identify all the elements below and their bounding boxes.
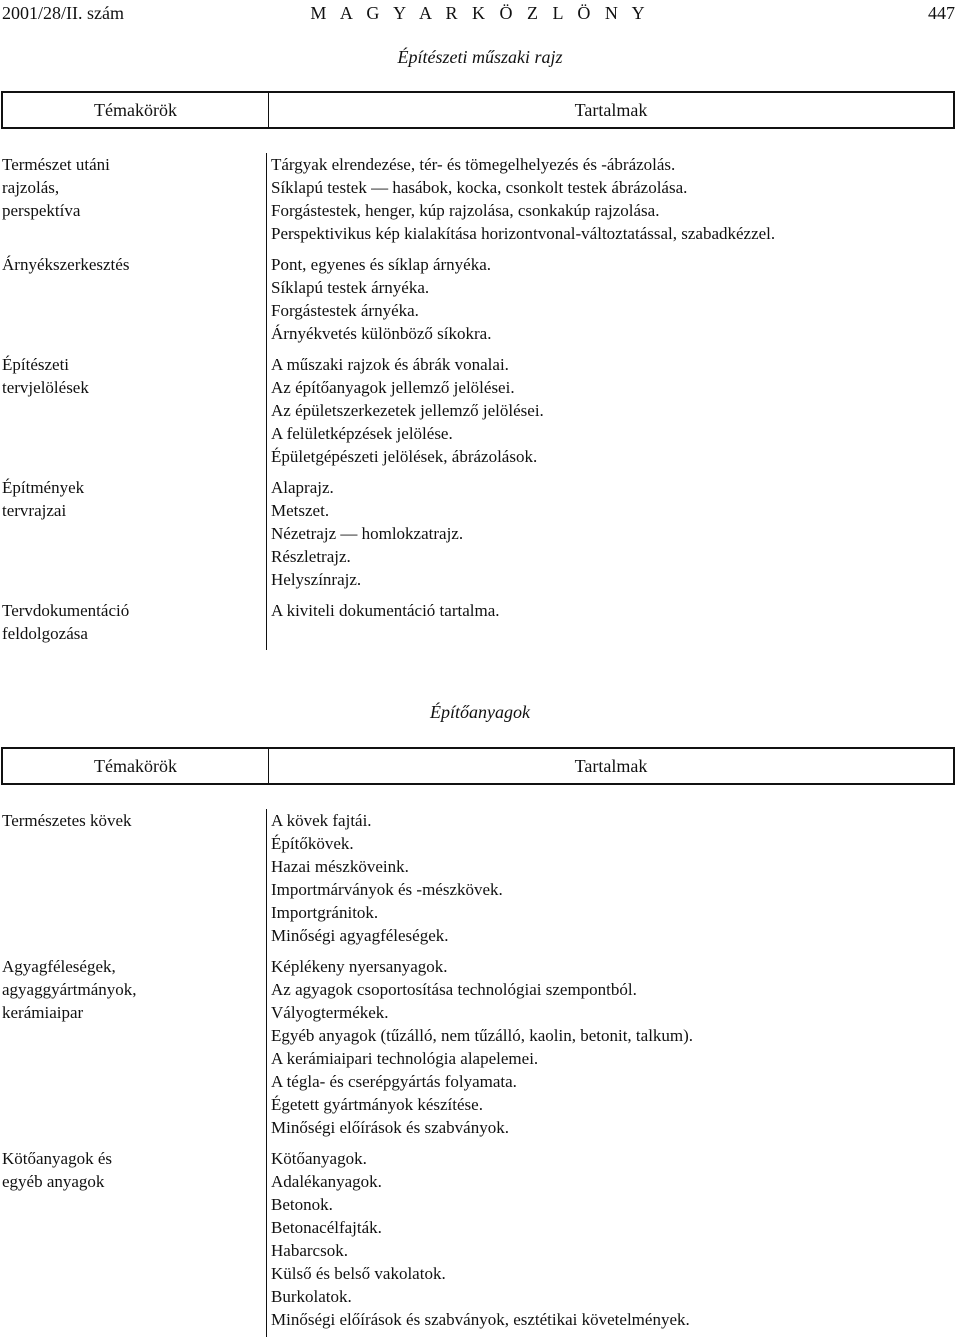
topic-line: Építészeti <box>2 355 70 374</box>
topic-line: Természetes kövek <box>2 811 132 830</box>
content-line: Épületgépészeti jelölések, ábrázolások. <box>271 447 538 466</box>
topic-cell <box>1 955 263 1139</box>
topic-line: rajzolás, <box>2 178 60 197</box>
topic-line: Kötőanyagok és <box>2 1149 113 1168</box>
content-cell <box>263 153 955 245</box>
topic-line: feldolgozása <box>2 624 88 643</box>
table-row <box>1 809 955 947</box>
topic-cell <box>1 353 263 468</box>
content-line: Síklapú testek árnyéka. <box>271 278 430 297</box>
content-cell <box>263 1147 955 1331</box>
content-line: Az épületszerkezetek jellemző jelölései. <box>271 401 544 420</box>
content-line: Pont, egyenes és síklap árnyéka. <box>271 255 491 274</box>
page-number: 447 <box>928 3 955 23</box>
content-line: Égetett gyártmányok készítése. <box>271 1095 483 1114</box>
table-row <box>1 476 955 591</box>
content-line: Betonacélfajták. <box>271 1218 382 1237</box>
content-line: Burkolatok. <box>271 1287 352 1306</box>
table-header <box>1 747 955 785</box>
topic-line: perspektíva <box>2 201 81 220</box>
content-line: Részletrajz. <box>271 547 351 566</box>
content-line: Képlékeny nyersanyagok. <box>271 957 448 976</box>
page-header <box>0 0 960 26</box>
table-row <box>1 955 955 1139</box>
content-cell <box>263 809 955 947</box>
column-divider <box>266 153 267 650</box>
publication-title: M A G Y A R K Ö Z L Ö N Y <box>310 3 650 23</box>
table-row <box>1 253 955 345</box>
content-line: Importmárványok és -mészkövek. <box>271 880 503 899</box>
topic-line: Természet utáni <box>2 155 110 174</box>
column-header-contents: Tartalmak <box>574 100 648 120</box>
content-line: Építőkövek. <box>271 834 354 853</box>
content-line: Az építőanyagok jellemző jelölései. <box>271 378 515 397</box>
table-row <box>1 153 955 245</box>
content-line: Adalékanyagok. <box>271 1172 382 1191</box>
content-cell <box>263 476 955 591</box>
topic-line: egyéb anyagok <box>2 1172 105 1191</box>
content-line: Vályogtermékek. <box>271 1003 389 1022</box>
table-row <box>1 353 955 468</box>
content-line: Metszet. <box>271 501 330 520</box>
content-line: Síklapú testek — hasábok, kocka, csonkolt testek ábrázolása. <box>271 178 688 197</box>
topic-line: Építmények <box>2 478 85 497</box>
content-cell <box>263 955 955 1139</box>
section-title: Építőanyagok <box>430 702 530 722</box>
topic-cell <box>1 1147 263 1331</box>
content-line: Árnyékvetés különböző síkokra. <box>271 324 492 343</box>
content-line: A műszaki rajzok és ábrák vonalai. <box>271 355 509 374</box>
content-line: Nézetrajz — homlokzatrajz. <box>271 524 464 543</box>
section-title: Építészeti műszaki rajz <box>397 47 563 67</box>
table-row <box>1 599 955 645</box>
content-line: Habarcsok. <box>271 1241 348 1260</box>
column-header-topics: Témakörök <box>94 756 177 776</box>
topic-line: tervrajzai <box>2 501 67 520</box>
content-line: Importgránitok. <box>271 903 379 922</box>
content-line: Hazai mészköveink. <box>271 857 409 876</box>
topic-cell <box>1 476 263 591</box>
column-divider <box>266 809 267 1337</box>
content-line: A kiviteli dokumentáció tartalma. <box>271 601 500 620</box>
topic-line: kerámiaipar <box>2 1003 84 1022</box>
content-line: Forgástestek, henger, kúp rajzolása, csonkakúp rajzolása. <box>271 201 660 220</box>
content-line: Minőségi agyagféleségek. <box>271 926 449 945</box>
content-line: Perspektivikus kép kialakítása horizontvonal-változtatással, szabadkézzel. <box>271 224 776 243</box>
content-line: A tégla- és cserépgyártás folyamata. <box>271 1072 517 1091</box>
topic-cell <box>1 599 263 645</box>
issue-number: 2001/28/II. szám <box>2 3 124 23</box>
table-body <box>1 809 955 1337</box>
content-line: Külső és belső vakolatok. <box>271 1264 446 1283</box>
content-line: Tárgyak elrendezése, tér- és tömegelhelyezés és -ábrázolás. <box>271 155 676 174</box>
content-line: A kerámiaipari technológia alapelemei. <box>271 1049 539 1068</box>
topic-cell <box>1 153 263 245</box>
content-cell <box>263 253 955 345</box>
topic-line: Árnyékszerkesztés <box>2 255 130 274</box>
content-line: Minőségi előírások és szabványok. <box>271 1118 509 1137</box>
topic-line: Tervdokumentáció <box>2 601 130 620</box>
column-header-topics: Témakörök <box>94 100 177 120</box>
column-header-contents: Tartalmak <box>574 756 648 776</box>
topic-line: agyaggyártmányok, <box>2 980 137 999</box>
content-line: Kötőanyagok. <box>271 1149 367 1168</box>
content-line: Minőségi előírások és szabványok, esztétikai követelmények. <box>271 1310 690 1329</box>
content-line: A kövek fajtái. <box>271 811 372 830</box>
content-line: A felületképzések jelölése. <box>271 424 453 443</box>
table-body <box>1 153 955 650</box>
content-line: Betonok. <box>271 1195 333 1214</box>
topic-cell <box>1 809 263 947</box>
content-line: Egyéb anyagok (tűzálló, nem tűzálló, kaolin, betonit, talkum). <box>271 1026 694 1045</box>
topic-line: tervjelölések <box>2 378 89 397</box>
content-cell <box>263 353 955 468</box>
content-line: Az agyagok csoportosítása technológiai szempontból. <box>271 980 637 999</box>
content-line: Alaprajz. <box>271 478 334 497</box>
topic-line: Agyagféleségek, <box>2 957 116 976</box>
content-cell <box>263 599 955 645</box>
table-header <box>1 91 955 129</box>
table-row <box>1 1147 955 1331</box>
content-line: Forgástestek árnyéka. <box>271 301 419 320</box>
content-line: Helyszínrajz. <box>271 570 362 589</box>
topic-cell <box>1 253 263 345</box>
